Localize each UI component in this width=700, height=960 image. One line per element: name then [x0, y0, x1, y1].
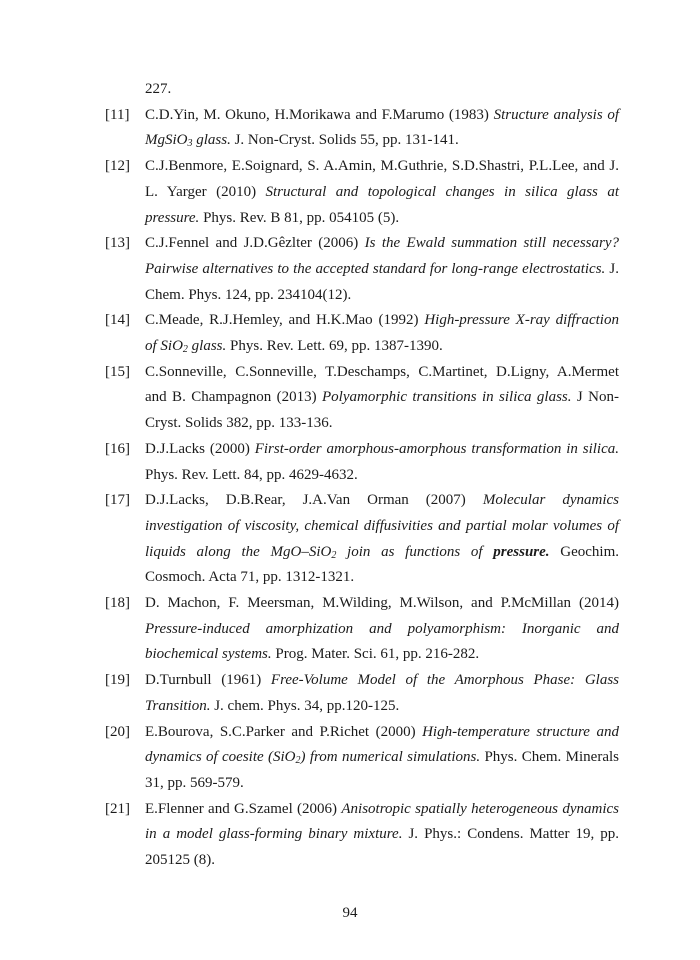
reference-text-segment: High-pressure X-ray diffraction of SiO [145, 312, 619, 355]
reference-text-segment: D.J.Lacks, D.B.Rear, J.A.Van Orman (2007) [145, 492, 483, 509]
reference-text-segment: Structure analysis of MgSiO [145, 106, 620, 149]
reference-text-segment: D. Machon, F. Meersman, M.Wilding, M.Wilson, and P.McMillan (2014) [145, 595, 619, 612]
reference-item [105, 231, 619, 308]
reference-text-segment: C.Meade, R.J.Hemley, and H.K.Mao (1992) [145, 312, 425, 329]
reference-number: [13] [105, 235, 130, 252]
reference-text-segment: Is the Ewald summation still necessary? Pairwise alternatives to the accepted standard for long-range electrostatics. [145, 235, 620, 277]
reference-text-segment: C.J.Benmore, E.Soignard, S. A.Amin, M.Guthrie, S.D.Shastri, P.L.Lee, and J. L. Yarger (2010) [145, 158, 619, 200]
reference-text-segment: 2 [182, 344, 188, 356]
reference-number: [21] [105, 800, 130, 817]
reference-text-segment: 2 [295, 755, 301, 767]
reference-text-segment: J. chem. Phys. 34, pp.120-125. [210, 697, 400, 714]
reference-text [145, 312, 619, 354]
references-section [105, 77, 619, 874]
reference-text [145, 158, 619, 225]
reference-item [105, 437, 619, 488]
reference-item [105, 360, 619, 437]
reference-text-segment: Pressure-induced amorphization and polyamorphism: Inorganic and biochemical systems. [145, 620, 619, 663]
reference-text [145, 107, 619, 149]
reference-text-segment: Free-Volume Model of the Amorphous Phase: Glass Transition. [145, 672, 619, 714]
reference-text-segment: C.Sonneville, C.Sonneville, T.Deschamps, C.Martinet, D.Ligny, A.Mermet and B. Champagnon (2013) [145, 363, 619, 406]
reference-item [105, 591, 619, 668]
reference-number: [15] [105, 363, 130, 380]
reference-text [145, 441, 619, 483]
reference-number: [14] [105, 312, 130, 329]
reference-text-segment: Prog. Mater. Sci. 61, pp. 216-282. [271, 646, 480, 663]
reference-text [145, 492, 619, 585]
reference-text-segment: Phys. Rev. B 81, pp. 054105 (5). [199, 209, 400, 226]
reference-text-segment: D.Turnbull (1961) [145, 672, 271, 689]
reference-text-segment: C.J.Fennel and J.D.Gêzlter (2006) [145, 235, 365, 252]
reference-number: [19] [105, 672, 130, 689]
reference-text-segment: E.Flenner and G.Szamel (2006) [145, 800, 342, 817]
reference-item [105, 488, 619, 591]
reference-number: [16] [105, 440, 130, 457]
reference-item [105, 668, 619, 719]
reference-number: [17] [105, 492, 130, 509]
reference-text-segment: 3 [187, 138, 193, 150]
reference-text-segment: Anisotropic spatially heterogeneous dynamics in a model glass-forming binary mixture. [145, 800, 619, 843]
reference-item [105, 720, 619, 797]
reference-text-segment: High-temperature structure and dynamics of coesite (SiO [145, 723, 619, 766]
reference-text-segment: Structural and topological changes in silica glass at pressure. [145, 183, 619, 226]
reference-number: [18] [105, 595, 130, 612]
reference-list [105, 103, 619, 874]
reference-text [145, 724, 619, 791]
reference-text [145, 672, 619, 714]
reference-number: [20] [105, 723, 130, 740]
reference-text-segment: ) from numerical simulations. [300, 749, 481, 766]
reference-item [105, 154, 619, 231]
reference-text [145, 235, 619, 302]
reference-text-segment: Geochim. Cosmoch. Acta 71, pp. 1312-1321. [145, 543, 620, 586]
reference-text-segment: 2 [331, 549, 337, 561]
page-number: 94 [342, 905, 358, 921]
reference-text-segment: join as functions of [336, 543, 494, 560]
reference-text-segment: glass. [192, 132, 231, 149]
reference-text [145, 801, 619, 868]
reference-text-segment: D.J.Lacks (2000) [145, 440, 255, 457]
reference-text [145, 595, 619, 662]
reference-item [105, 797, 619, 874]
reference-text-segment: E.Bourova, S.C.Parker and P.Richet (2000) [145, 723, 423, 740]
reference-text-segment: First-order amorphous-amorphous transformation in silica. [254, 440, 619, 457]
reference-text-segment: J. Non-Cryst. Solids 55, pp. 131-141. [230, 132, 459, 149]
reference-text-segment: Phys. Rev. Lett. 84, pp. 4629-4632. [145, 466, 358, 483]
reference-text-segment: Phys. Rev. Lett. 69, pp. 1387-1390. [226, 338, 443, 355]
reference-text-segment: J Non-Cryst. Solids 382, pp. 133-136. [145, 389, 619, 432]
carryover-line: 227. [145, 81, 172, 97]
reference-text-segment: Molecular dynamics investigation of viscosity, chemical diffusivities and partial molar volumes of liquids along the MgO–SiO [145, 492, 619, 560]
reference-text-segment: Polyamorphic transitions in silica glass. [322, 389, 572, 406]
reference-text-segment: Phys. Chem. Minerals 31, pp. 569-579. [145, 749, 619, 791]
reference-item [105, 103, 619, 154]
reference-item [105, 308, 619, 359]
reference-text-segment: J. Phys.: Condens. Matter 19, pp. 205125 (8). [145, 826, 619, 869]
reference-text-segment: J. Chem. Phys. 124, pp. 234104(12). [145, 260, 619, 303]
reference-text [145, 364, 619, 431]
reference-text-segment: C.D.Yin, M. Okuno, H.Morikawa and F.Marumo (1983) [145, 106, 494, 123]
reference-text-segment: pressure. [493, 543, 550, 560]
reference-text-segment: glass. [187, 338, 227, 355]
reference-number: [11] [105, 106, 130, 123]
reference-number: [12] [105, 158, 130, 175]
